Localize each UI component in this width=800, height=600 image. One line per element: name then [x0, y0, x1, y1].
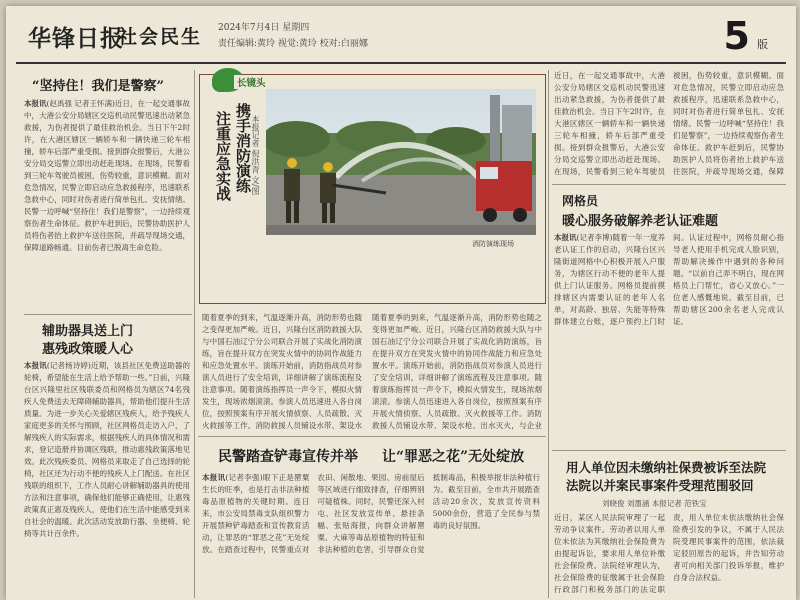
- story3-headline-2: 让“罪恶之花”无处绽放: [382, 449, 525, 465]
- feature-title-line2: 注重应急实战: [214, 111, 232, 201]
- story3-text: 眼下正是罂粟生长的旺季，也是打击非法种植毒品原植物的关键时期。连日来，市公安局禁毒支队组织警力开展禁种铲毒踏查和宣传教育活动，让罪恶的“罪恶之花”无处绽放。在踏查过程中，民警重点对农田、闲散地、果园、房前屋后等区域进行细致排查，仔细辨别可疑植株。同时，民警还深入村屯、社区发放宣传单、悬挂条幅、张贴海报，向群众讲解罂粟、大麻等毒品原植物的特征和非法种植的危害，引导群众自觉抵制毒品，积极举报非法种植行为。截至目前，全市共开展踏查活动20余次，发放宣传资料5000余份，营造了全民参与禁毒的良好氛围。: [202, 473, 540, 554]
- story3-headline-1: 民警踏查铲毒宣传并举: [218, 449, 358, 465]
- story2-headline-2: 惠残政策暖人心: [42, 342, 134, 357]
- feature-text-continued: 随着夏季的到来，气温逐渐升高，消防形势也随之变得更加严峻。近日，兴隆台区消防救援大队与中国石油辽宁分公司联合开展了实战化消防演练，旨在提升双方在突发火情中的协同作战能力和应急处置水平。演练开始前，消防指战员对参演人员进行了安全培训，详细讲解了演练流程及注意事项。随着演练指挥员一声令下，模拟火情发生，现场浓烟滚滚。参演人员迅速进入各自岗位，按照预案有序开展火情侦察、人员疏散、灭火救援等工作。消防救援人员铺设水带、架设水枪、出水灭火，与企业: [372, 313, 542, 430]
- feature-title-line1: 携手消防演练: [234, 103, 252, 193]
- story4-headline-2: 暖心服务破解养老认证难题: [562, 214, 719, 229]
- story1-lead-tag: 本报讯: [24, 99, 47, 108]
- story5-byline: 刘晓俊 刘墨涵 本报记者 范铁宝: [602, 499, 707, 508]
- story1-text: 近日，在一起交通事故中，大港公安分局辖区交巡机动民警迅速出动紧急救援，为伤者提供了最佳救治机会。当日下午2时许，在大港区辖区一辆轿车和一辆快递三轮车相撞，轿车后部严重受损。接到群众报警后，大港公安分局交巡警立即出动赶赴现场。在现场，民警看到三轮车驾驶员被困，伤势较重，意识模糊。面对危急情况，民警立即启动应急救援程序，迅速联系急救中心，同时对伤者进行简单包扎、安抚情绪。民警一边呼喊“坚持住！我们是警察”，一边持续观察伤者生命体征。救护车赶到后，民警协助医护人员将伤者抬上救护车送往医院，并疏导现场交通，保障道路畅通。目前伤者已脱离生命危险。: [24, 99, 190, 252]
- editor-credits: 责任编辑:黄玲 视觉:黄玲 校对:白丽娜: [218, 39, 368, 49]
- feature-body-col2: [372, 312, 542, 432]
- right-continued-text: [554, 70, 784, 180]
- story2-headline-1: 辅助器具送上门: [42, 324, 134, 339]
- story4-text: 随着一年一度养老认证工作的启动，兴隆台区兴隆街道网格中心积极开展入户服务，为辖区行动不便的老年人提供上门认证服务。网格员提前摸排辖区内需要认证的老年人名单，对高龄、独居、失能等特殊群体建立台账，逐户预约上门时间。认证过程中，网格员耐心指导老人使用手机完成人脸识别，帮助解决操作中遇到的各种问题。“以前自己弄不明白，现在网格员上门帮忙，省心又放心。”一位老人感慨地说。截至目前，已帮助辖区200余名老人完成认证。: [554, 233, 784, 326]
- feature-frame: [199, 74, 546, 304]
- divider: [552, 450, 786, 451]
- story4-lead-tag: 本报讯: [554, 233, 577, 242]
- page-suffix: 版: [757, 38, 768, 51]
- newspaper-page: [6, 6, 796, 600]
- column-rule-right: [548, 70, 549, 598]
- divider: [552, 184, 786, 185]
- photo-caption: 消防演练现场: [472, 240, 514, 248]
- story4-headline-1: 网格员: [562, 194, 599, 208]
- story1-author: (赵禹强 记者王怀满): [46, 99, 115, 108]
- column-rule-left: [194, 70, 195, 598]
- story5-headline-1: 用人单位因未缴纳社保费被诉至法院: [566, 460, 767, 475]
- story2-text: 近期，该县社区免费送助器的轮椅，希望能在生活上给予帮助一些。”日前，兴隆台区兴隆里社区残联委员和网格员为辖区74名残疾人免费送去无障碍辅助器具，帮助他们提升生活质量。为进一步关心关爱辖区残疾人，给予残疾人家庭更多的关怀与照顾，社区网格员走访入户，了解残疾人的实际需求，根据残疾人的具体情况和需求，登记造册并协调区残联，推动惠残政策落地见效。此次残疾委员、网格员来取走了自己选择的轮椅，社区还为行动不便的残疾人上门配送。在社区残联的组织下，工作人员耐心讲解辅助器具的使用方法和注意事项，确保他们能够正确使用，让惠残政策真正惠及残疾人，使他们在生活中能感受到来自社会的温暖。此次活动发放助行器、坐便椅、轮椅等共计百余件。: [24, 361, 190, 538]
- story2-body: [24, 360, 190, 600]
- feature-badge-label: 长镜头: [234, 75, 269, 89]
- divider: [198, 436, 546, 437]
- story2-author: (记者杨诗婷): [46, 361, 91, 370]
- fire-drill-photo: [266, 89, 536, 235]
- story1-headline: “坚持住！我们是警察”: [32, 79, 164, 94]
- issue-date: 2024年7月4日 星期四: [218, 23, 310, 33]
- story1-body: [24, 98, 190, 312]
- story5-text: 近日，某区人民法院审理了一起劳动争议案件。劳动者以用人单位未依法为其缴纳社会保险费为由提起诉讼，要求用人单位补缴社会保险费。法院经审理认为，社会保险费的征缴属于社会保险行政部门和税务部门的法定职责，用人单位未依法缴纳社会保险费引发的争议，不属于人民法院受理民事案件的范围，依法裁定驳回原告的起诉，并告知劳动者可向相关部门投诉举报，维护自身合法权益。: [554, 513, 784, 594]
- story4-body: [554, 232, 784, 446]
- story5-body: [554, 512, 784, 598]
- story4-author: (记者李博): [576, 233, 613, 242]
- story5-headline-2: 法院以并案民事案件受理范围驳回: [566, 478, 754, 493]
- masthead: [6, 6, 796, 64]
- story2-lead-tag: 本报讯: [24, 361, 47, 370]
- feature-text: 随着夏季的到来，气温逐渐升高，消防形势也随之变得更加严峻。近日，兴隆台区消防救援大队与中国石油辽宁分公司联合开展了实战化消防演练，旨在提升双方在突发火情中的协同作战能力和应急处置水平。演练开始前，消防指战员对参演人员进行了安全培训，详细讲解了演练流程及注意事项。随着演练指挥员一声令下，模拟火情发生，现场浓烟滚滚。参演人员迅速进入各自岗位，按照预案有序开展火情侦察、人员疏散、灭火救援等工作。消防救援人员铺设水带、架设水: [202, 313, 362, 430]
- story3-body: [202, 472, 540, 598]
- section-title: 社会民生: [118, 26, 203, 48]
- story3-lead-tag: 本报讯: [202, 473, 226, 482]
- feature-body-col1: [202, 312, 362, 432]
- continued-text: 近日，在一起交通事故中，大港公安分局辖区交巡机动民警迅速出动紧急救援，为伤者提供了最佳救治机会。当日下午2时许，在大港区辖区一辆轿车和一辆快递三轮车相撞，轿车后部严重受损。接到群众报警后，大港公安分局交巡警立即出动赶赴现场。在现场，民警看到三轮车驾驶员被困，伤势较重，意识模糊。面对危急情况，民警立即启动应急救援程序，迅速联系急救中心，同时对伤者进行简单包扎、安抚情绪。民警一边呼喊“坚持住！我们是警察”，一边持续观察伤者生命体征。救护车赶到后，民警协助医护人员将伤者抬上救护车送往医院，并疏导现场交通，保障: [554, 71, 784, 176]
- feature-byline: 本报记者 倪洪青 文/图: [251, 115, 260, 195]
- divider: [24, 314, 192, 315]
- page-number: 5: [723, 14, 750, 58]
- newspaper-name: 华锋日报: [28, 25, 124, 52]
- masthead-rule: [16, 62, 786, 64]
- story3-author: (记者李强): [225, 473, 263, 482]
